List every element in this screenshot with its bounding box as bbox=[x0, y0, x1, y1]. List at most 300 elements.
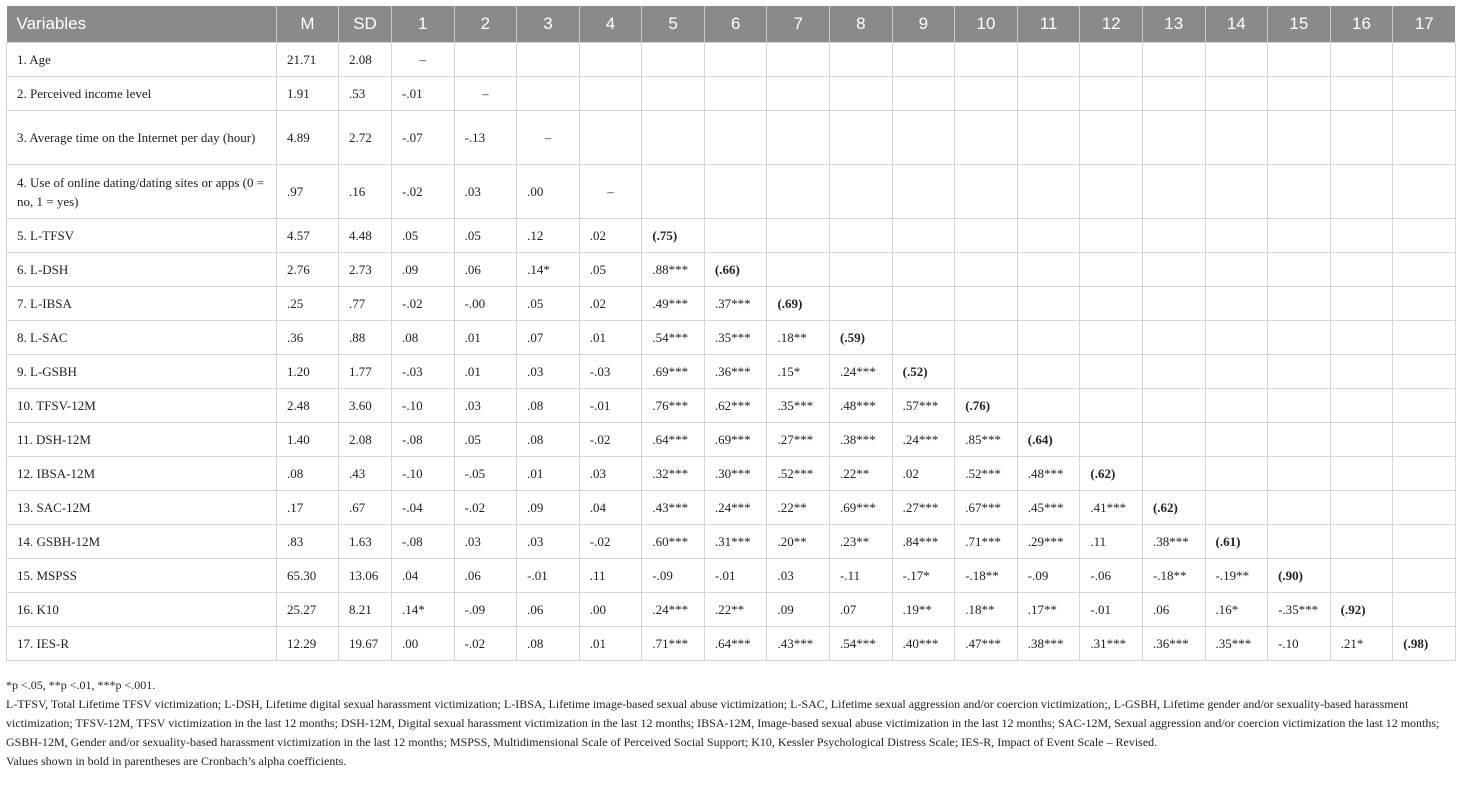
empty-cell bbox=[955, 77, 1018, 111]
empty-cell bbox=[1205, 491, 1268, 525]
row-mean: 1.40 bbox=[277, 423, 339, 457]
empty-cell bbox=[892, 219, 955, 253]
empty-cell bbox=[1268, 423, 1331, 457]
correlation-cell: .84*** bbox=[892, 525, 955, 559]
empty-cell bbox=[767, 219, 830, 253]
correlation-cell: .00 bbox=[517, 165, 580, 219]
row-mean: .36 bbox=[277, 321, 339, 355]
table-row bbox=[7, 593, 1456, 627]
correlation-cell: .43*** bbox=[642, 491, 705, 525]
correlation-cell: -.18** bbox=[1142, 559, 1205, 593]
row-mean: .97 bbox=[277, 165, 339, 219]
correlation-cell: .57*** bbox=[892, 389, 955, 423]
empty-cell bbox=[1205, 111, 1268, 165]
empty-cell bbox=[1080, 287, 1143, 321]
correlation-cell: .06 bbox=[454, 253, 517, 287]
row-variable-name: 4. Use of online dating/dating sites or apps (0 = no, 1 = yes) bbox=[7, 165, 277, 219]
alpha-coefficient: (.66) bbox=[704, 253, 767, 287]
header-col-4: 4 bbox=[579, 6, 642, 43]
row-sd: .88 bbox=[339, 321, 392, 355]
correlation-cell: .29*** bbox=[1017, 525, 1080, 559]
table-row bbox=[7, 525, 1456, 559]
correlation-cell: .52*** bbox=[955, 457, 1018, 491]
empty-cell bbox=[830, 111, 893, 165]
correlation-cell: .38*** bbox=[1017, 627, 1080, 661]
empty-cell bbox=[1330, 77, 1393, 111]
correlation-cell: -.02 bbox=[579, 525, 642, 559]
empty-cell bbox=[1330, 219, 1393, 253]
correlation-cell: .47*** bbox=[955, 627, 1018, 661]
table-row bbox=[7, 77, 1456, 111]
empty-cell bbox=[1017, 253, 1080, 287]
correlation-cell: .05 bbox=[517, 287, 580, 321]
empty-cell bbox=[1268, 525, 1331, 559]
row-variable-name: 17. IES-R bbox=[7, 627, 277, 661]
row-sd: 13.06 bbox=[339, 559, 392, 593]
correlation-cell: -.03 bbox=[579, 355, 642, 389]
correlation-cell: .24*** bbox=[892, 423, 955, 457]
correlation-cell: .03 bbox=[454, 525, 517, 559]
empty-cell bbox=[1268, 389, 1331, 423]
empty-cell bbox=[955, 43, 1018, 77]
correlation-cell: .88*** bbox=[642, 253, 705, 287]
empty-cell bbox=[1205, 287, 1268, 321]
header-col-14: 14 bbox=[1205, 6, 1268, 43]
correlation-cell: -.02 bbox=[579, 423, 642, 457]
correlation-cell: -.09 bbox=[642, 559, 705, 593]
row-sd: .53 bbox=[339, 77, 392, 111]
empty-cell bbox=[1330, 457, 1393, 491]
correlation-cell: -.18** bbox=[955, 559, 1018, 593]
correlation-cell: .30*** bbox=[704, 457, 767, 491]
row-mean: 65.30 bbox=[277, 559, 339, 593]
empty-cell bbox=[1393, 77, 1456, 111]
correlation-cell: .60*** bbox=[642, 525, 705, 559]
correlation-cell: .18** bbox=[955, 593, 1018, 627]
header-col-8: 8 bbox=[830, 6, 893, 43]
row-variable-name: 8. L-SAC bbox=[7, 321, 277, 355]
empty-cell bbox=[1142, 111, 1205, 165]
table-row bbox=[7, 491, 1456, 525]
table-row bbox=[7, 627, 1456, 661]
empty-cell bbox=[892, 111, 955, 165]
empty-cell bbox=[1393, 165, 1456, 219]
empty-cell bbox=[1080, 389, 1143, 423]
header-col-13: 13 bbox=[1142, 6, 1205, 43]
correlation-cell: -.02 bbox=[392, 165, 455, 219]
row-variable-name: 10. TFSV-12M bbox=[7, 389, 277, 423]
correlation-cell: -.01 bbox=[579, 389, 642, 423]
row-variable-name: 7. L-IBSA bbox=[7, 287, 277, 321]
empty-cell bbox=[955, 111, 1018, 165]
correlation-cell: .71*** bbox=[642, 627, 705, 661]
header-m: M bbox=[277, 6, 339, 43]
row-sd: 2.72 bbox=[339, 111, 392, 165]
correlation-cell: .03 bbox=[517, 355, 580, 389]
header-variables: Variables bbox=[7, 6, 277, 43]
table-row bbox=[7, 43, 1456, 77]
row-mean: .83 bbox=[277, 525, 339, 559]
correlation-cell: .01 bbox=[579, 627, 642, 661]
correlation-cell: .14* bbox=[517, 253, 580, 287]
correlation-cell: -.01 bbox=[1080, 593, 1143, 627]
empty-cell bbox=[767, 111, 830, 165]
alpha-coefficient: (.76) bbox=[955, 389, 1018, 423]
row-variable-name: 2. Perceived income level bbox=[7, 77, 277, 111]
correlation-cell: -.02 bbox=[392, 287, 455, 321]
table-row bbox=[7, 219, 1456, 253]
alpha-coefficient: (.92) bbox=[1330, 593, 1393, 627]
empty-cell bbox=[1205, 321, 1268, 355]
empty-cell bbox=[1205, 219, 1268, 253]
correlation-cell: .11 bbox=[579, 559, 642, 593]
correlation-cell: .09 bbox=[392, 253, 455, 287]
empty-cell bbox=[892, 77, 955, 111]
header-col-9: 9 bbox=[892, 6, 955, 43]
empty-cell bbox=[1268, 321, 1331, 355]
correlation-cell: -.09 bbox=[1017, 559, 1080, 593]
row-mean: 25.27 bbox=[277, 593, 339, 627]
row-mean: 4.57 bbox=[277, 219, 339, 253]
empty-cell bbox=[1080, 43, 1143, 77]
empty-cell bbox=[1268, 253, 1331, 287]
row-mean: 1.20 bbox=[277, 355, 339, 389]
table-row bbox=[7, 457, 1456, 491]
header-col-11: 11 bbox=[1017, 6, 1080, 43]
empty-cell bbox=[1142, 321, 1205, 355]
header-col-5: 5 bbox=[642, 6, 705, 43]
empty-cell bbox=[1393, 287, 1456, 321]
empty-cell bbox=[642, 43, 705, 77]
correlation-cell: .35*** bbox=[704, 321, 767, 355]
empty-cell bbox=[1393, 559, 1456, 593]
diagonal-dash: – bbox=[392, 43, 455, 77]
correlation-cell: .52*** bbox=[767, 457, 830, 491]
table-header-row bbox=[7, 6, 1456, 43]
row-mean: 12.29 bbox=[277, 627, 339, 661]
correlation-cell: -.03 bbox=[392, 355, 455, 389]
correlation-cell: .05 bbox=[454, 219, 517, 253]
correlation-cell: .22** bbox=[767, 491, 830, 525]
correlation-cell: .20** bbox=[767, 525, 830, 559]
alpha-coefficient: (.90) bbox=[1268, 559, 1331, 593]
empty-cell bbox=[1330, 491, 1393, 525]
empty-cell bbox=[1393, 321, 1456, 355]
empty-cell bbox=[830, 253, 893, 287]
empty-cell bbox=[1142, 457, 1205, 491]
empty-cell bbox=[1393, 355, 1456, 389]
alpha-coefficient: (.62) bbox=[1142, 491, 1205, 525]
correlation-cell: -.10 bbox=[392, 457, 455, 491]
empty-cell bbox=[1080, 355, 1143, 389]
empty-cell bbox=[1017, 389, 1080, 423]
correlation-cell: .09 bbox=[517, 491, 580, 525]
empty-cell bbox=[1330, 559, 1393, 593]
correlation-cell: .08 bbox=[392, 321, 455, 355]
row-variable-name: 16. K10 bbox=[7, 593, 277, 627]
correlation-cell: .22** bbox=[830, 457, 893, 491]
correlation-cell: .06 bbox=[454, 559, 517, 593]
correlation-cell: .85*** bbox=[955, 423, 1018, 457]
empty-cell bbox=[1080, 111, 1143, 165]
row-mean: 2.48 bbox=[277, 389, 339, 423]
empty-cell bbox=[1080, 165, 1143, 219]
correlation-cell: .04 bbox=[392, 559, 455, 593]
correlation-cell: -.01 bbox=[392, 77, 455, 111]
header-col-16: 16 bbox=[1330, 6, 1393, 43]
correlation-cell: -.07 bbox=[392, 111, 455, 165]
empty-cell bbox=[454, 43, 517, 77]
alpha-coefficient: (.98) bbox=[1393, 627, 1456, 661]
empty-cell bbox=[1017, 219, 1080, 253]
row-variable-name: 14. GSBH-12M bbox=[7, 525, 277, 559]
correlation-cell: -.01 bbox=[704, 559, 767, 593]
row-mean: 21.71 bbox=[277, 43, 339, 77]
correlation-cell: .03 bbox=[454, 389, 517, 423]
correlation-cell: .16* bbox=[1205, 593, 1268, 627]
empty-cell bbox=[955, 355, 1018, 389]
alpha-coefficient: (.52) bbox=[892, 355, 955, 389]
empty-cell bbox=[1393, 111, 1456, 165]
empty-cell bbox=[1017, 355, 1080, 389]
correlation-cell: .00 bbox=[392, 627, 455, 661]
row-sd: 3.60 bbox=[339, 389, 392, 423]
correlation-cell: .32*** bbox=[642, 457, 705, 491]
row-variable-name: 5. L-TFSV bbox=[7, 219, 277, 253]
correlation-cell: .12 bbox=[517, 219, 580, 253]
empty-cell bbox=[579, 43, 642, 77]
correlation-cell: .64*** bbox=[704, 627, 767, 661]
correlation-cell: .76*** bbox=[642, 389, 705, 423]
header-col-15: 15 bbox=[1268, 6, 1331, 43]
correlation-cell: .07 bbox=[517, 321, 580, 355]
correlation-cell: -.13 bbox=[454, 111, 517, 165]
correlation-cell: .67*** bbox=[955, 491, 1018, 525]
correlation-cell: .15* bbox=[767, 355, 830, 389]
table-row bbox=[7, 389, 1456, 423]
correlation-cell: -.04 bbox=[392, 491, 455, 525]
alpha-coefficient: (.75) bbox=[642, 219, 705, 253]
row-variable-name: 3. Average time on the Internet per day (hour) bbox=[7, 111, 277, 165]
table-row bbox=[7, 559, 1456, 593]
row-variable-name: 11. DSH-12M bbox=[7, 423, 277, 457]
correlation-cell: .43*** bbox=[767, 627, 830, 661]
row-variable-name: 6. L-DSH bbox=[7, 253, 277, 287]
correlation-cell: .38*** bbox=[830, 423, 893, 457]
correlation-cell: .69*** bbox=[704, 423, 767, 457]
correlation-cell: .38*** bbox=[1142, 525, 1205, 559]
correlation-cell: .23** bbox=[830, 525, 893, 559]
correlation-cell: .41*** bbox=[1080, 491, 1143, 525]
empty-cell bbox=[1393, 423, 1456, 457]
empty-cell bbox=[1080, 253, 1143, 287]
row-mean: .08 bbox=[277, 457, 339, 491]
row-sd: .77 bbox=[339, 287, 392, 321]
row-sd: 1.63 bbox=[339, 525, 392, 559]
correlation-cell: .31*** bbox=[1080, 627, 1143, 661]
empty-cell bbox=[1268, 287, 1331, 321]
correlation-cell: .01 bbox=[454, 321, 517, 355]
row-sd: 8.21 bbox=[339, 593, 392, 627]
correlation-cell: .40*** bbox=[892, 627, 955, 661]
correlation-cell: .02 bbox=[892, 457, 955, 491]
empty-cell bbox=[1142, 355, 1205, 389]
empty-cell bbox=[830, 219, 893, 253]
correlation-cell: -.08 bbox=[392, 525, 455, 559]
alpha-coefficient: (.69) bbox=[767, 287, 830, 321]
empty-cell bbox=[1330, 111, 1393, 165]
correlation-cell: .19** bbox=[892, 593, 955, 627]
empty-cell bbox=[1017, 77, 1080, 111]
correlation-cell: .62*** bbox=[704, 389, 767, 423]
empty-cell bbox=[892, 287, 955, 321]
correlation-cell: .02 bbox=[579, 287, 642, 321]
correlation-cell: -.05 bbox=[454, 457, 517, 491]
empty-cell bbox=[1017, 321, 1080, 355]
empty-cell bbox=[704, 111, 767, 165]
empty-cell bbox=[1205, 355, 1268, 389]
correlation-cell: .03 bbox=[767, 559, 830, 593]
empty-cell bbox=[767, 253, 830, 287]
empty-cell bbox=[1330, 287, 1393, 321]
table-row bbox=[7, 165, 1456, 219]
correlation-cell: .03 bbox=[579, 457, 642, 491]
empty-cell bbox=[1393, 593, 1456, 627]
correlation-cell: -.19** bbox=[1205, 559, 1268, 593]
table-row bbox=[7, 287, 1456, 321]
row-sd: .67 bbox=[339, 491, 392, 525]
row-mean: 2.76 bbox=[277, 253, 339, 287]
empty-cell bbox=[642, 111, 705, 165]
empty-cell bbox=[1142, 219, 1205, 253]
empty-cell bbox=[767, 165, 830, 219]
empty-cell bbox=[1393, 491, 1456, 525]
empty-cell bbox=[1330, 355, 1393, 389]
correlation-cell: -.06 bbox=[1080, 559, 1143, 593]
header-col-12: 12 bbox=[1080, 6, 1143, 43]
correlation-cell: .31*** bbox=[704, 525, 767, 559]
empty-cell bbox=[1268, 491, 1331, 525]
table-row bbox=[7, 321, 1456, 355]
row-variable-name: 12. IBSA-12M bbox=[7, 457, 277, 491]
correlation-cell: .01 bbox=[517, 457, 580, 491]
empty-cell bbox=[830, 287, 893, 321]
table-notes bbox=[6, 676, 1455, 771]
empty-cell bbox=[1205, 165, 1268, 219]
correlation-cell: .03 bbox=[454, 165, 517, 219]
correlation-cell: -.11 bbox=[830, 559, 893, 593]
correlation-cell: -.01 bbox=[517, 559, 580, 593]
empty-cell bbox=[892, 165, 955, 219]
empty-cell bbox=[1142, 253, 1205, 287]
correlation-table bbox=[6, 6, 1456, 661]
empty-cell bbox=[642, 165, 705, 219]
empty-cell bbox=[1142, 77, 1205, 111]
empty-cell bbox=[1268, 43, 1331, 77]
correlation-cell: .06 bbox=[517, 593, 580, 627]
correlation-cell: .08 bbox=[517, 389, 580, 423]
empty-cell bbox=[955, 219, 1018, 253]
empty-cell bbox=[1080, 423, 1143, 457]
correlation-cell: .11 bbox=[1080, 525, 1143, 559]
empty-cell bbox=[1268, 165, 1331, 219]
correlation-cell: .01 bbox=[579, 321, 642, 355]
correlation-cell: -.09 bbox=[454, 593, 517, 627]
row-sd: 19.67 bbox=[339, 627, 392, 661]
correlation-cell: -.02 bbox=[454, 627, 517, 661]
correlation-cell: .24*** bbox=[642, 593, 705, 627]
correlation-cell: -.02 bbox=[454, 491, 517, 525]
correlation-cell: .05 bbox=[392, 219, 455, 253]
row-sd: 2.08 bbox=[339, 423, 392, 457]
correlation-cell: .49*** bbox=[642, 287, 705, 321]
empty-cell bbox=[1205, 457, 1268, 491]
empty-cell bbox=[1330, 389, 1393, 423]
alpha-coefficient: (.59) bbox=[830, 321, 893, 355]
correlation-cell: .17** bbox=[1017, 593, 1080, 627]
header-col-10: 10 bbox=[955, 6, 1018, 43]
table-row bbox=[7, 253, 1456, 287]
empty-cell bbox=[955, 253, 1018, 287]
row-mean: .17 bbox=[277, 491, 339, 525]
correlation-cell: -.35*** bbox=[1268, 593, 1331, 627]
alpha-note: Values shown in bold in parentheses are Cronbach’s alpha coefficients. bbox=[6, 754, 347, 768]
header-col-7: 7 bbox=[767, 6, 830, 43]
correlation-cell: .06 bbox=[1142, 593, 1205, 627]
empty-cell bbox=[1142, 43, 1205, 77]
table-row bbox=[7, 423, 1456, 457]
empty-cell bbox=[767, 43, 830, 77]
row-sd: 2.08 bbox=[339, 43, 392, 77]
empty-cell bbox=[1205, 77, 1268, 111]
correlation-cell: .01 bbox=[454, 355, 517, 389]
empty-cell bbox=[1142, 389, 1205, 423]
abbreviations-note: L-TFSV, Total Lifetime TFSV victimization; L-DSH, Lifetime digital sexual harassment victimization; L-IBSA, Lifetime image-based sexual abuse victimization; L-SAC, Lifetime sexual aggression and/or coercion victimization;, L-GSBH, Lifetime gender and/or sexuality-based harassment victimization; TFSV-12M, TFSV victimization in the last 12 months; DSH-12M, Digital sexual harassment victimization in the last 12 months; IBSA-12M, Image-based sexual abuse victimization in the last 12 months; SAC-12M, Sexual aggression and/or coercion victimization the last 12 months; GSBH-12M, Gender and/or sexuality-based harassment victimization in the last 12 months; MSPSS, Multidimensional Scale of Perceived Social Support; K10, Kessler Psychological Distress Scale; IES-R, Impact of Event Scale – Revised. bbox=[6, 697, 1440, 749]
empty-cell bbox=[1017, 287, 1080, 321]
empty-cell bbox=[1330, 321, 1393, 355]
empty-cell bbox=[579, 111, 642, 165]
empty-cell bbox=[1142, 423, 1205, 457]
row-variable-name: 13. SAC-12M bbox=[7, 491, 277, 525]
empty-cell bbox=[1393, 253, 1456, 287]
correlation-table-container bbox=[6, 6, 1455, 661]
correlation-cell: -.08 bbox=[392, 423, 455, 457]
empty-cell bbox=[1393, 389, 1456, 423]
empty-cell bbox=[767, 77, 830, 111]
correlation-cell: .09 bbox=[767, 593, 830, 627]
correlation-cell: .07 bbox=[830, 593, 893, 627]
empty-cell bbox=[704, 219, 767, 253]
empty-cell bbox=[955, 165, 1018, 219]
correlation-cell: .21* bbox=[1330, 627, 1393, 661]
correlation-cell: .35*** bbox=[1205, 627, 1268, 661]
alpha-coefficient: (.62) bbox=[1080, 457, 1143, 491]
row-mean: 1.91 bbox=[277, 77, 339, 111]
row-mean: .25 bbox=[277, 287, 339, 321]
empty-cell bbox=[892, 43, 955, 77]
correlation-cell: -.10 bbox=[1268, 627, 1331, 661]
empty-cell bbox=[1393, 43, 1456, 77]
empty-cell bbox=[1142, 287, 1205, 321]
empty-cell bbox=[830, 43, 893, 77]
correlation-cell: .22** bbox=[704, 593, 767, 627]
correlation-cell: .02 bbox=[579, 219, 642, 253]
empty-cell bbox=[1080, 77, 1143, 111]
correlation-cell: .27*** bbox=[767, 423, 830, 457]
empty-cell bbox=[1393, 525, 1456, 559]
correlation-cell: .45*** bbox=[1017, 491, 1080, 525]
correlation-cell: .27*** bbox=[892, 491, 955, 525]
